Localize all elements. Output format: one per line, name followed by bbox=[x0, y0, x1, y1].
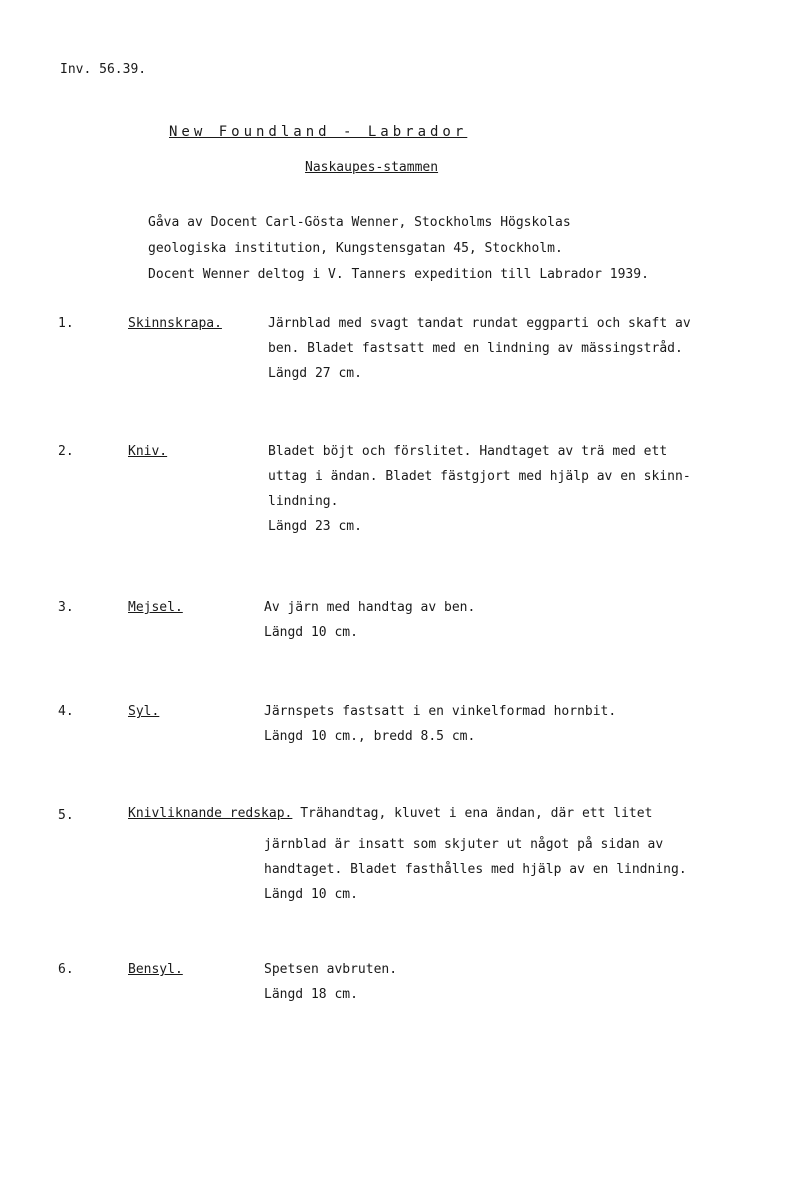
description-line: Längd 10 cm. bbox=[264, 625, 358, 640]
item-name: Syl. bbox=[128, 704, 160, 719]
item-name: Skinnskrapa. bbox=[128, 316, 222, 331]
item-number: 1. bbox=[58, 316, 74, 331]
description-line: järnblad är insatt som skjuter ut något på sidan av bbox=[264, 837, 664, 852]
donation-line: Docent Wenner deltog i V. Tanners expedition till Labrador 1939. bbox=[148, 267, 649, 282]
item-description bbox=[268, 439, 691, 539]
description-line: Längd 27 cm. bbox=[268, 366, 362, 381]
document-subtitle: Naskaupes-stammen bbox=[305, 160, 439, 175]
description-line: Av järn med handtag av ben. bbox=[264, 600, 476, 615]
donation-line: Gåva av Docent Carl-Gösta Wenner, Stockholms Högskolas bbox=[148, 215, 571, 230]
description-line: Bladet böjt och förslitet. Handtaget av trä med ett bbox=[268, 444, 668, 459]
item-number: 5. bbox=[58, 808, 74, 823]
inventory-number: Inv. 56.39. bbox=[60, 62, 147, 77]
item-number: 2. bbox=[58, 444, 74, 459]
description-line: Längd 10 cm., bredd 8.5 cm. bbox=[264, 729, 476, 744]
item-description bbox=[264, 699, 616, 749]
description-line: Spetsen avbruten. bbox=[264, 962, 398, 977]
item-description bbox=[264, 595, 475, 645]
description-line: Järnblad med svagt tandat rundat eggparti och skaft av bbox=[268, 316, 691, 331]
description-line: Trähandtag, kluvet i ena ändan, där ett litet bbox=[292, 806, 653, 821]
item-name: Bensyl. bbox=[128, 962, 183, 977]
description-line: ben. Bladet fastsatt med en lindning av mässingstråd. bbox=[268, 341, 683, 356]
item-number: 6. bbox=[58, 962, 74, 977]
description-line: handtaget. Bladet fasthålles med hjälp av en lindning. bbox=[264, 862, 687, 877]
description-line: Längd 18 cm. bbox=[264, 987, 358, 1002]
document-title: New Foundland - Labrador bbox=[169, 124, 468, 140]
description-line: Längd 10 cm. bbox=[264, 887, 358, 902]
item-description bbox=[264, 832, 687, 907]
item-name: Mejsel. bbox=[128, 600, 183, 615]
item-number: 3. bbox=[58, 600, 74, 615]
description-line: Järnspets fastsatt i en vinkelformad hornbit. bbox=[264, 704, 617, 719]
description-line: Längd 23 cm. bbox=[268, 519, 362, 534]
item-number: 4. bbox=[58, 704, 74, 719]
description-line: uttag i ändan. Bladet fästgjort med hjälp av en skinn- bbox=[268, 469, 691, 484]
item-name: Kniv. bbox=[128, 444, 168, 459]
item-first-line bbox=[128, 806, 652, 821]
item-description bbox=[268, 311, 691, 386]
description-line: lindning. bbox=[268, 494, 339, 509]
donation-line: geologiska institution, Kungstensgatan 45, Stockholm. bbox=[148, 241, 563, 256]
donation-note bbox=[148, 210, 649, 288]
item-description bbox=[264, 957, 397, 1007]
item-name: Knivliknande redskap. bbox=[128, 806, 293, 821]
